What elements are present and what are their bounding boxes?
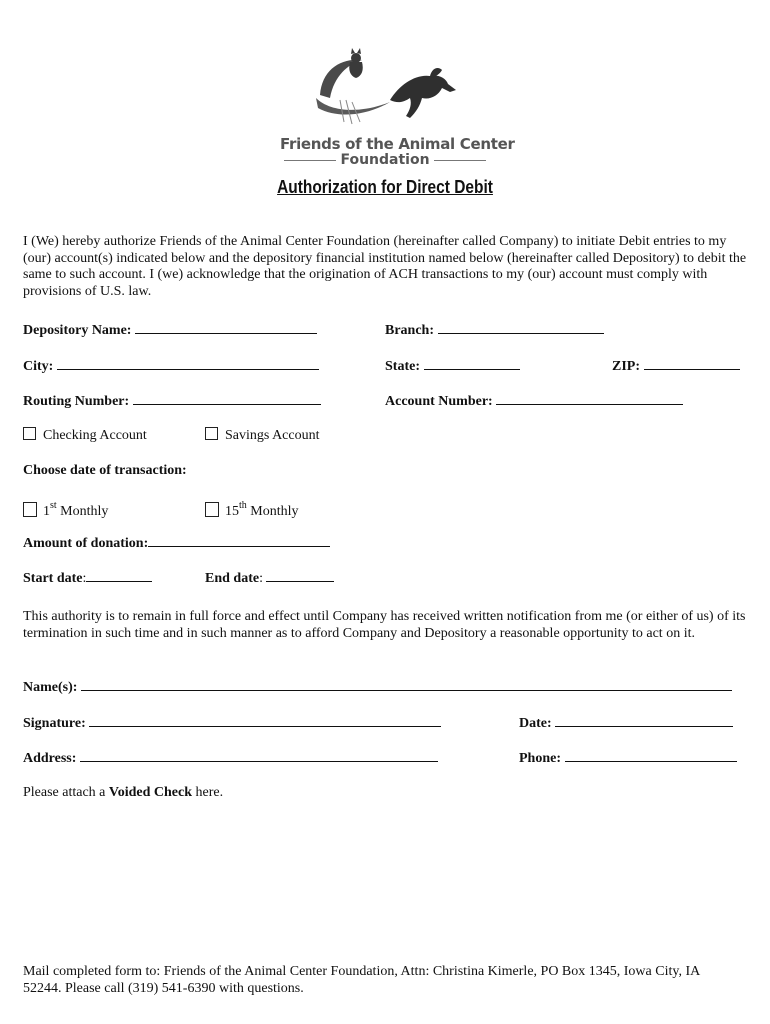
city-field[interactable] xyxy=(23,356,319,375)
logo-arc-lower xyxy=(316,98,390,115)
attach-emphasis: Voided Check xyxy=(108,785,193,800)
start-date-field[interactable]: Start date: xyxy=(23,568,152,587)
checking-account-label: Checking Account xyxy=(43,428,147,443)
address-field[interactable] xyxy=(23,748,438,767)
phone-field[interactable] xyxy=(519,748,737,767)
mailing-instructions: Mail completed form to: Friends of the Animal Center Foundation, Attn: Christina Kimerle, PO Box 1345, Iowa City, IA 52244. Please call (319) 541-6390 with questions. xyxy=(23,964,700,996)
first-monthly-checkbox[interactable] xyxy=(23,502,37,517)
names-line[interactable] xyxy=(81,677,732,691)
routing-number-field[interactable] xyxy=(23,391,321,410)
amount-line[interactable] xyxy=(148,533,330,547)
org-rule-left xyxy=(284,160,336,161)
names-label: Name(s): xyxy=(23,680,78,695)
names-field[interactable] xyxy=(23,677,732,696)
amount-label: Amount of donation: xyxy=(23,536,149,551)
state-line[interactable] xyxy=(424,356,520,370)
form-title: Authorization for Direct Debit xyxy=(277,177,493,197)
zip-label: ZIP: xyxy=(612,359,640,374)
attach-prefix: Please attach a xyxy=(23,785,106,800)
city-line[interactable] xyxy=(57,356,319,370)
fifteenth-monthly-checkbox[interactable] xyxy=(205,502,219,517)
city-label: City: xyxy=(23,359,54,374)
account-number-line[interactable] xyxy=(496,391,683,405)
zip-field[interactable] xyxy=(612,356,740,375)
account-number-label: Account Number: xyxy=(385,394,493,409)
org-name-line2 xyxy=(280,152,490,168)
signature-line[interactable] xyxy=(89,713,441,727)
amount-field[interactable] xyxy=(23,533,330,552)
end-date-label: End date xyxy=(205,571,260,586)
first-monthly-sup: st xyxy=(50,500,57,511)
depository-name-label: Depository Name: xyxy=(23,323,132,338)
checking-account-checkbox[interactable] xyxy=(23,427,36,440)
org-rule-right xyxy=(434,160,486,161)
attach-suffix: here. xyxy=(195,785,224,800)
savings-account-checkbox[interactable] xyxy=(205,427,218,440)
intro-paragraph: I (We) hereby authorize Friends of the Animal Center Foundation (hereinafter called Company) to initiate Debit entries to my (our) account(s) indicated below and the depository financial institution named below (hereinafter called Depository) to debit the same to such account. I (we) acknowledge that the origination of ACH transactions to my (our) account must comply with provisions of U.S. law. xyxy=(23,234,747,299)
end-date-line[interactable] xyxy=(266,568,334,582)
attach-instruction xyxy=(23,785,223,801)
checking-account-option[interactable] xyxy=(23,427,147,444)
phone-label: Phone: xyxy=(519,751,561,766)
date-line[interactable] xyxy=(555,713,733,727)
branch-label: Branch: xyxy=(385,323,434,338)
date-label: Date: xyxy=(519,716,552,731)
depository-name-line[interactable] xyxy=(135,320,317,334)
savings-account-label: Savings Account xyxy=(225,428,320,443)
routing-number-label: Routing Number: xyxy=(23,394,130,409)
fifteenth-monthly-num: 15 xyxy=(225,504,239,519)
authority-paragraph: This authority is to remain in full force and effect until Company has received written notification from me (or either of us) of its termination in such time and in such manner as to afford Company and Depository a reasonable opportunity to act on it. xyxy=(23,609,746,641)
depository-name-field[interactable] xyxy=(23,320,317,339)
fifteenth-monthly-sup: th xyxy=(239,500,247,511)
savings-account-option[interactable] xyxy=(205,427,320,444)
date-field[interactable] xyxy=(519,713,733,732)
dog-icon xyxy=(390,68,456,118)
fifteenth-monthly-label: Monthly xyxy=(250,504,299,519)
state-label: State: xyxy=(385,359,420,374)
first-monthly-label: Monthly xyxy=(60,504,109,519)
address-label: Address: xyxy=(23,751,77,766)
transaction-date-heading-text: Choose date of transaction: xyxy=(23,463,187,478)
fifteenth-monthly-option[interactable] xyxy=(205,502,299,520)
routing-number-line[interactable] xyxy=(133,391,321,405)
state-field[interactable] xyxy=(385,356,520,375)
account-number-field[interactable] xyxy=(385,391,683,410)
first-monthly-option[interactable] xyxy=(23,502,108,520)
end-date-field[interactable]: End date: xyxy=(205,568,334,587)
branch-line[interactable] xyxy=(438,320,604,334)
cat-icon xyxy=(349,48,363,78)
first-monthly-num: 1 xyxy=(43,504,50,519)
address-line[interactable] xyxy=(80,748,438,762)
signature-label: Signature: xyxy=(23,716,86,731)
start-date-label: Start date xyxy=(23,571,83,586)
phone-line[interactable] xyxy=(565,748,737,762)
branch-field[interactable] xyxy=(385,320,604,339)
transaction-date-heading xyxy=(23,463,187,479)
signature-field[interactable] xyxy=(23,713,441,732)
org-name-line1: Friends of the Animal Center xyxy=(280,135,515,153)
start-date-line[interactable] xyxy=(86,568,152,582)
org-name-line2-text: Foundation xyxy=(340,152,430,168)
zip-line[interactable] xyxy=(644,356,740,370)
